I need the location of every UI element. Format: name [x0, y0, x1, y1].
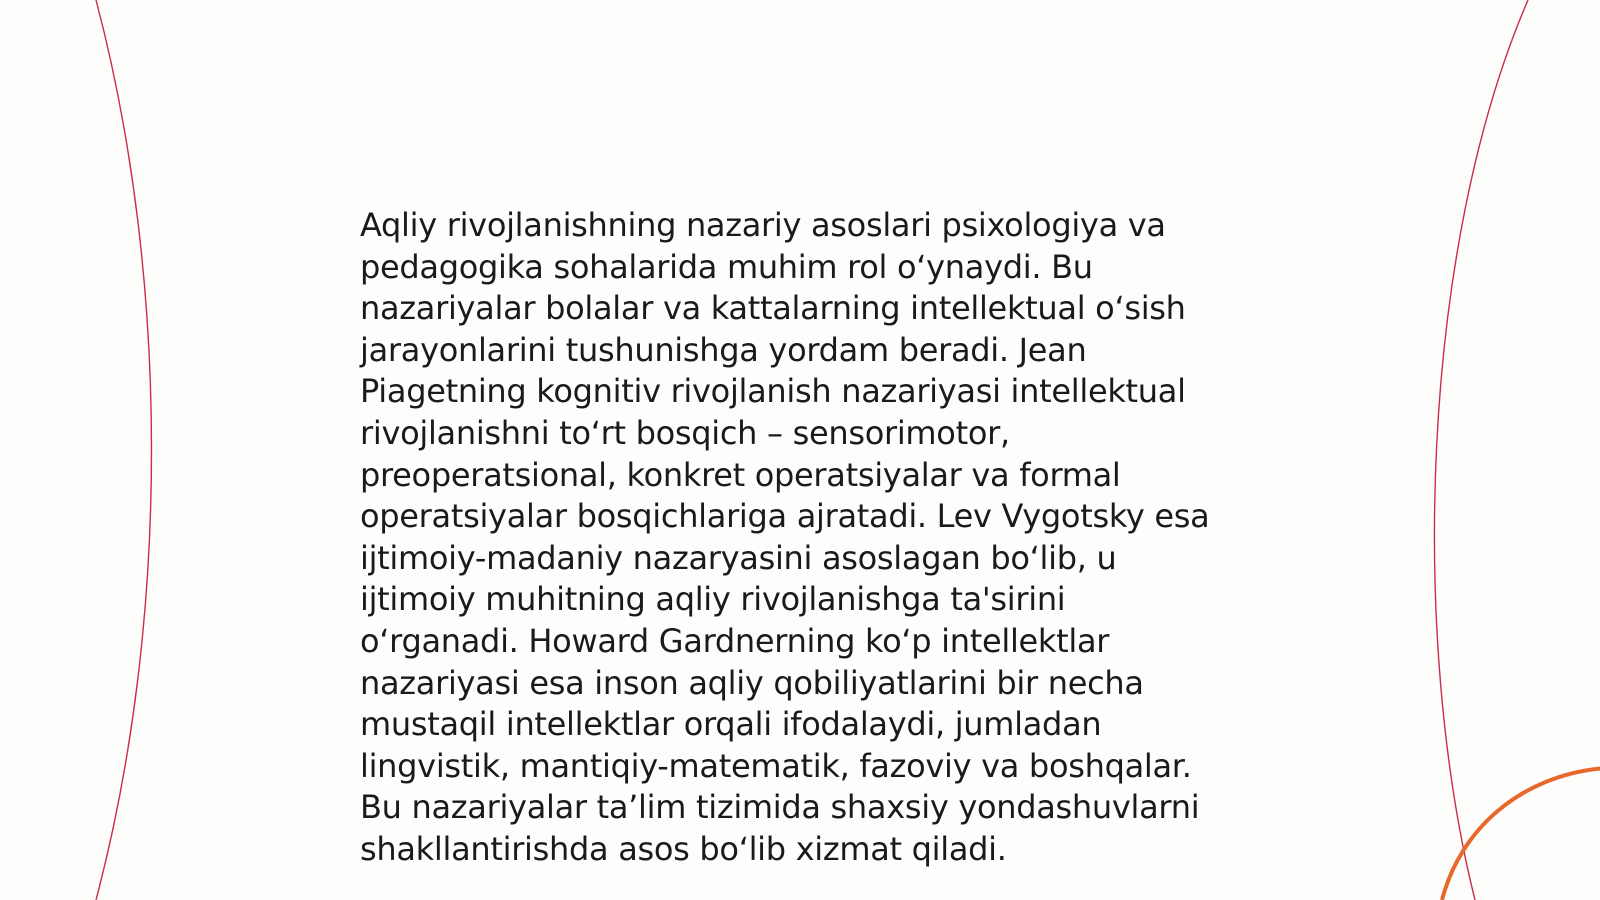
paragraph-line: shakllantirishda asos boʻlib xizmat qiladi. [360, 829, 1007, 868]
right-arc [1434, 0, 1528, 900]
paragraph-line: pedagogika sohalarida muhim rol oʻynaydi. Bu [360, 247, 1093, 286]
paragraph-line: Bu nazariyalar taʼlim tizimida shaxsiy yondashuvlarni [360, 788, 1200, 827]
paragraph-line: oʻrganadi. Howard Gardnerning koʻp intellektlar [360, 621, 1110, 660]
paragraph-line: preoperatsional, konkret operatsiyalar va formal [360, 455, 1121, 494]
body-paragraph [360, 205, 1260, 871]
paragraph-line: rivojlanishni toʻrt bosqich – sensorimotor, [360, 413, 1010, 452]
paragraph-line: nazariyalar bolalar va kattalarning intellektual oʻsish [360, 289, 1186, 328]
paragraph-line: operatsiyalar bosqichlariga ajratadi. Lev Vygotsky esa [360, 497, 1210, 536]
left-arc [96, 0, 152, 900]
paragraph-line: ijtimoiy-madaniy nazaryasini asoslagan boʻlib, u [360, 538, 1117, 577]
paragraph-line: lingvistik, mantiqiy-matematik, fazoviy va boshqalar. [360, 746, 1192, 785]
paragraph-line: jarayonlarini tushunishga yordam beradi. Jean [360, 330, 1087, 369]
paragraph-line: ijtimoiy muhitning aqliy rivojlanishga ta'sirini [360, 580, 1066, 619]
paragraph-line: mustaqil intellektlar orqali ifodalaydi, jumladan [360, 705, 1102, 744]
orange-arc [1442, 768, 1600, 900]
paragraph-line: Aqliy rivojlanishning nazariy asoslari psixologiya va [360, 206, 1166, 244]
paragraph-line: nazariyasi esa inson aqliy qobiliyatlarini bir necha [360, 663, 1144, 702]
paragraph-line: Piagetning kognitiv rivojlanish nazariyasi intellektual [360, 372, 1186, 411]
